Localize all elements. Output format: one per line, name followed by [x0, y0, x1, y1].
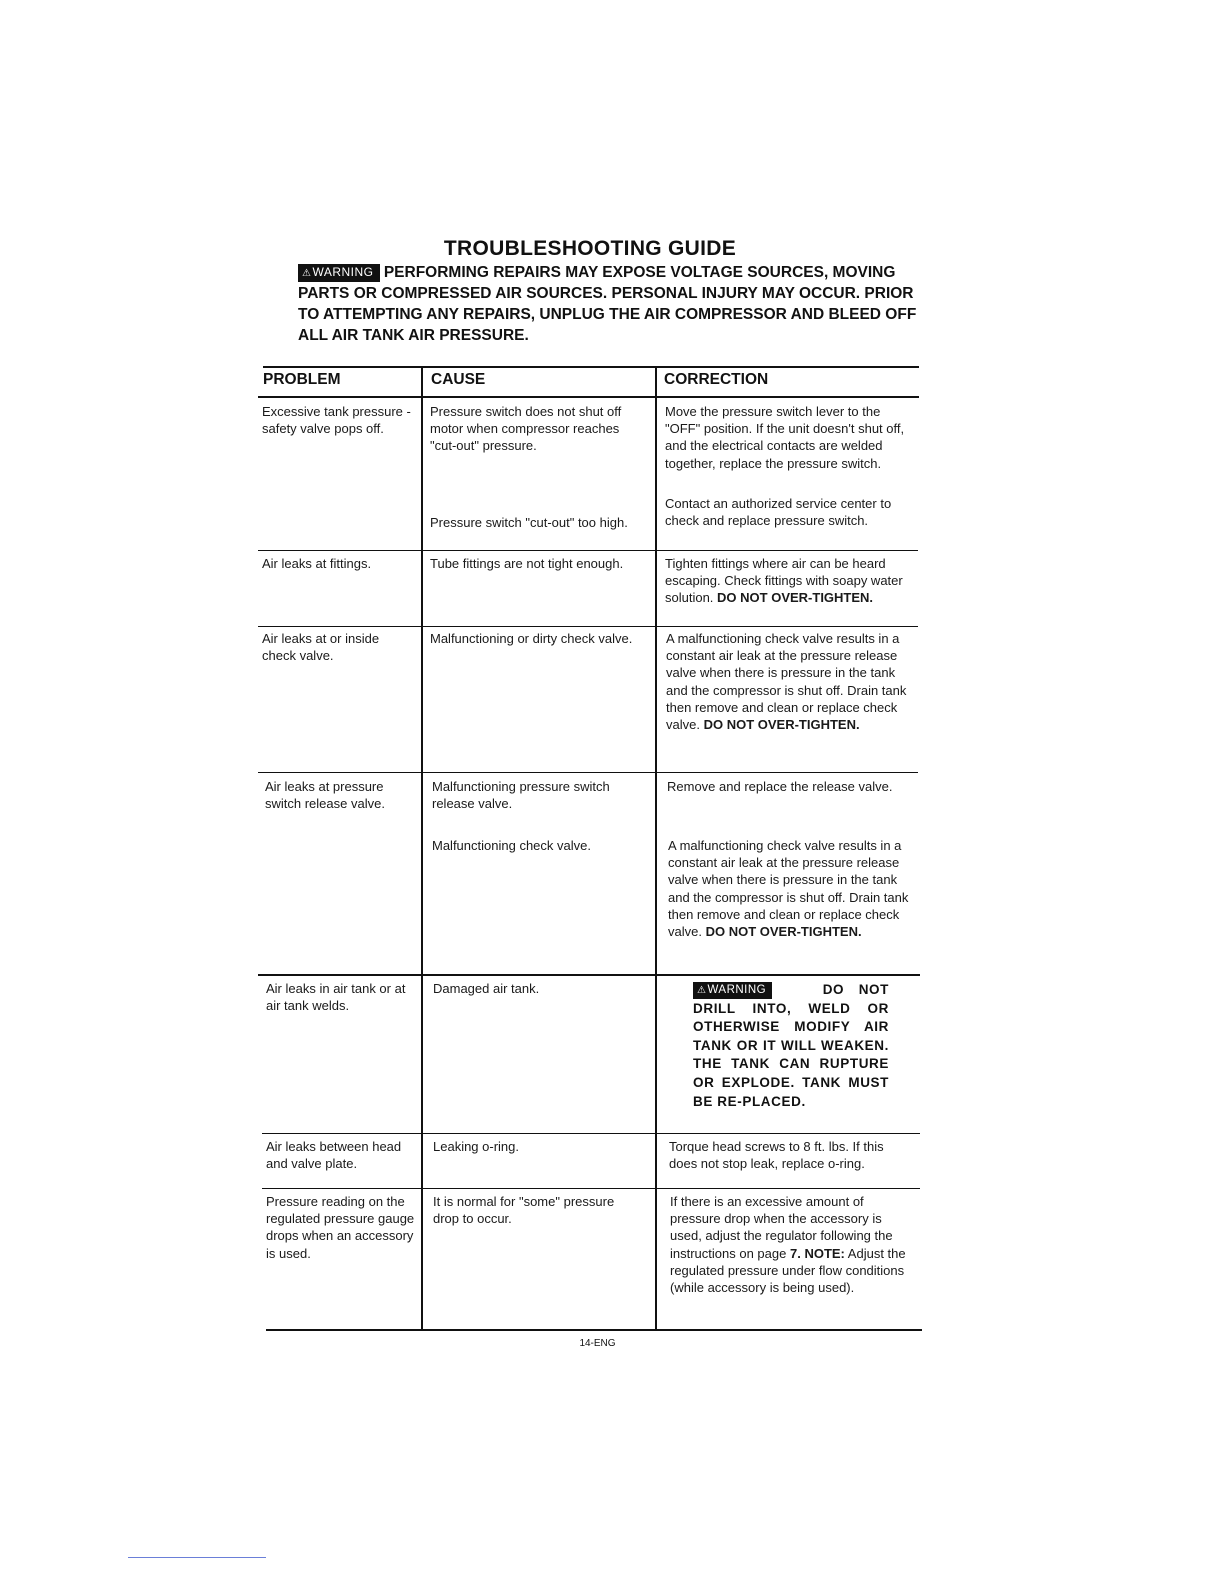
correction-cell: Torque head screws to 8 ft. lbs. If this does not stop leak, replace o-ring. [669, 1139, 884, 1172]
header-correction: CORRECTION [664, 371, 769, 388]
page-number: 14-ENG [579, 1338, 616, 1349]
cause-cell: Pressure switch does not shut off motor when compressor reaches "cut-out" pressure. [430, 404, 622, 454]
correction-text: If there is an excessive amount of pressure drop when the accessory is used, adjust the regulator following the instructions on page [670, 1194, 893, 1261]
column-divider-1 [421, 366, 423, 1331]
problem-cell: Excessive tank pressure - safety valve pops off. [262, 404, 411, 437]
safety-warning [298, 262, 918, 346]
cause-cell: Damaged air tank. [433, 981, 540, 996]
table-bottom-rule [266, 1329, 922, 1331]
correction-cell: Remove and replace the release valve. [667, 779, 893, 794]
row-separator [258, 550, 918, 551]
correction-cell [665, 555, 915, 607]
correction-cell [668, 837, 918, 940]
tank-warning [693, 981, 889, 1111]
header-problem: PROBLEM [263, 371, 341, 388]
correction-text: A malfunctioning check valve results in a constant air leak at the pressure release valve when there is pressure in the tank and the compressor is shut off. Drain tank then remove and clean or replace check valve. [668, 838, 909, 940]
problem-cell: Air leaks at pressure switch release valve. [265, 779, 385, 812]
cause-cell: It is normal for "some" pressure drop to occur. [433, 1194, 615, 1227]
header-bottom-rule [258, 396, 919, 398]
row-separator [258, 626, 918, 627]
header-cause: CAUSE [431, 371, 486, 388]
cause-cell: Pressure switch "cut-out" too high. [430, 515, 628, 530]
correction-cell: Contact an authorized service center to check and replace pressure switch. [665, 496, 892, 529]
warning-badge [298, 264, 380, 282]
warning-triangle-icon: ⚠ [302, 268, 312, 279]
tank-warning-text: DO NOT DRILL INTO, WELD OR OTHERWISE MODIFY AIR TANK OR IT WILL WEAKEN. THE TANK CAN RUPTURE OR EXPLODE. TANK MUST BE RE-PLACED. [693, 982, 889, 1109]
correction-cell [670, 1193, 916, 1296]
column-divider-2 [655, 366, 657, 1331]
cause-cell: Malfunctioning pressure switch release valve. [432, 779, 610, 812]
row-separator [262, 1133, 920, 1134]
row-separator [258, 772, 918, 773]
problem-cell: Air leaks at fittings. [262, 556, 372, 571]
warning-triangle-icon: ⚠ [697, 985, 707, 996]
correction-cell: Move the pressure switch lever to the "OFF" position. If the unit doesn't shut off, and the electrical contacts are welded together, replace the pressure switch. [665, 404, 905, 471]
correction-text: Tighten fittings where air can be heard escaping. Check fittings with soapy water solution. [665, 556, 903, 606]
warning-badge [693, 982, 772, 999]
correction-text: A malfunctioning check valve results in a constant air leak at the pressure release valve when there is pressure in the tank and the compressor is shut off. Drain tank then remove and clean or replace check valve. [666, 631, 907, 733]
cause-cell: Leaking o-ring. [433, 1139, 519, 1154]
problem-cell: Air leaks between head and valve plate. [266, 1139, 402, 1172]
correction-emphasis: DO NOT OVER-TIGHTEN. [705, 924, 862, 940]
correction-cell [666, 630, 916, 733]
cause-cell: Tube fittings are not tight enough. [430, 556, 624, 571]
problem-cell: Air leaks at or inside check valve. [262, 631, 380, 664]
warning-badge-label: WARNING [312, 265, 374, 279]
problem-cell: Air leaks in air tank or at air tank welds. [266, 981, 406, 1014]
problem-cell: Pressure reading on the regulated pressure gauge drops when an accessory is used. [266, 1194, 415, 1261]
correction-emphasis: 7. NOTE: [789, 1245, 845, 1261]
cause-cell: Malfunctioning check valve. [432, 838, 591, 853]
warning-text: PERFORMING REPAIRS MAY EXPOSE VOLTAGE SOURCES, MOVING PARTS OR COMPRESSED AIR SOURCES. PERSONAL INJURY MAY OCCUR. PRIOR TO ATTEMPTING ANY REPAIRS, UNPLUG THE AIR COMPRESSOR AND BLEED OFF ALL AIR TANK AIR PRESSURE. [298, 264, 917, 344]
cause-cell: Malfunctioning or dirty check valve. [430, 631, 633, 646]
page-title: TROUBLESHOOTING GUIDE [443, 237, 737, 260]
scan-edge-line [128, 1557, 266, 1558]
warning-badge-label: WARNING [707, 984, 767, 996]
correction-emphasis: DO NOT OVER-TIGHTEN. [717, 590, 874, 606]
row-separator [258, 974, 920, 976]
header-top-rule [263, 366, 919, 368]
correction-text: Adjust the regulated pressure under flow conditions (while accessory is being used). [670, 1245, 906, 1296]
correction-emphasis: DO NOT OVER-TIGHTEN. [703, 717, 860, 733]
row-separator [262, 1188, 920, 1189]
